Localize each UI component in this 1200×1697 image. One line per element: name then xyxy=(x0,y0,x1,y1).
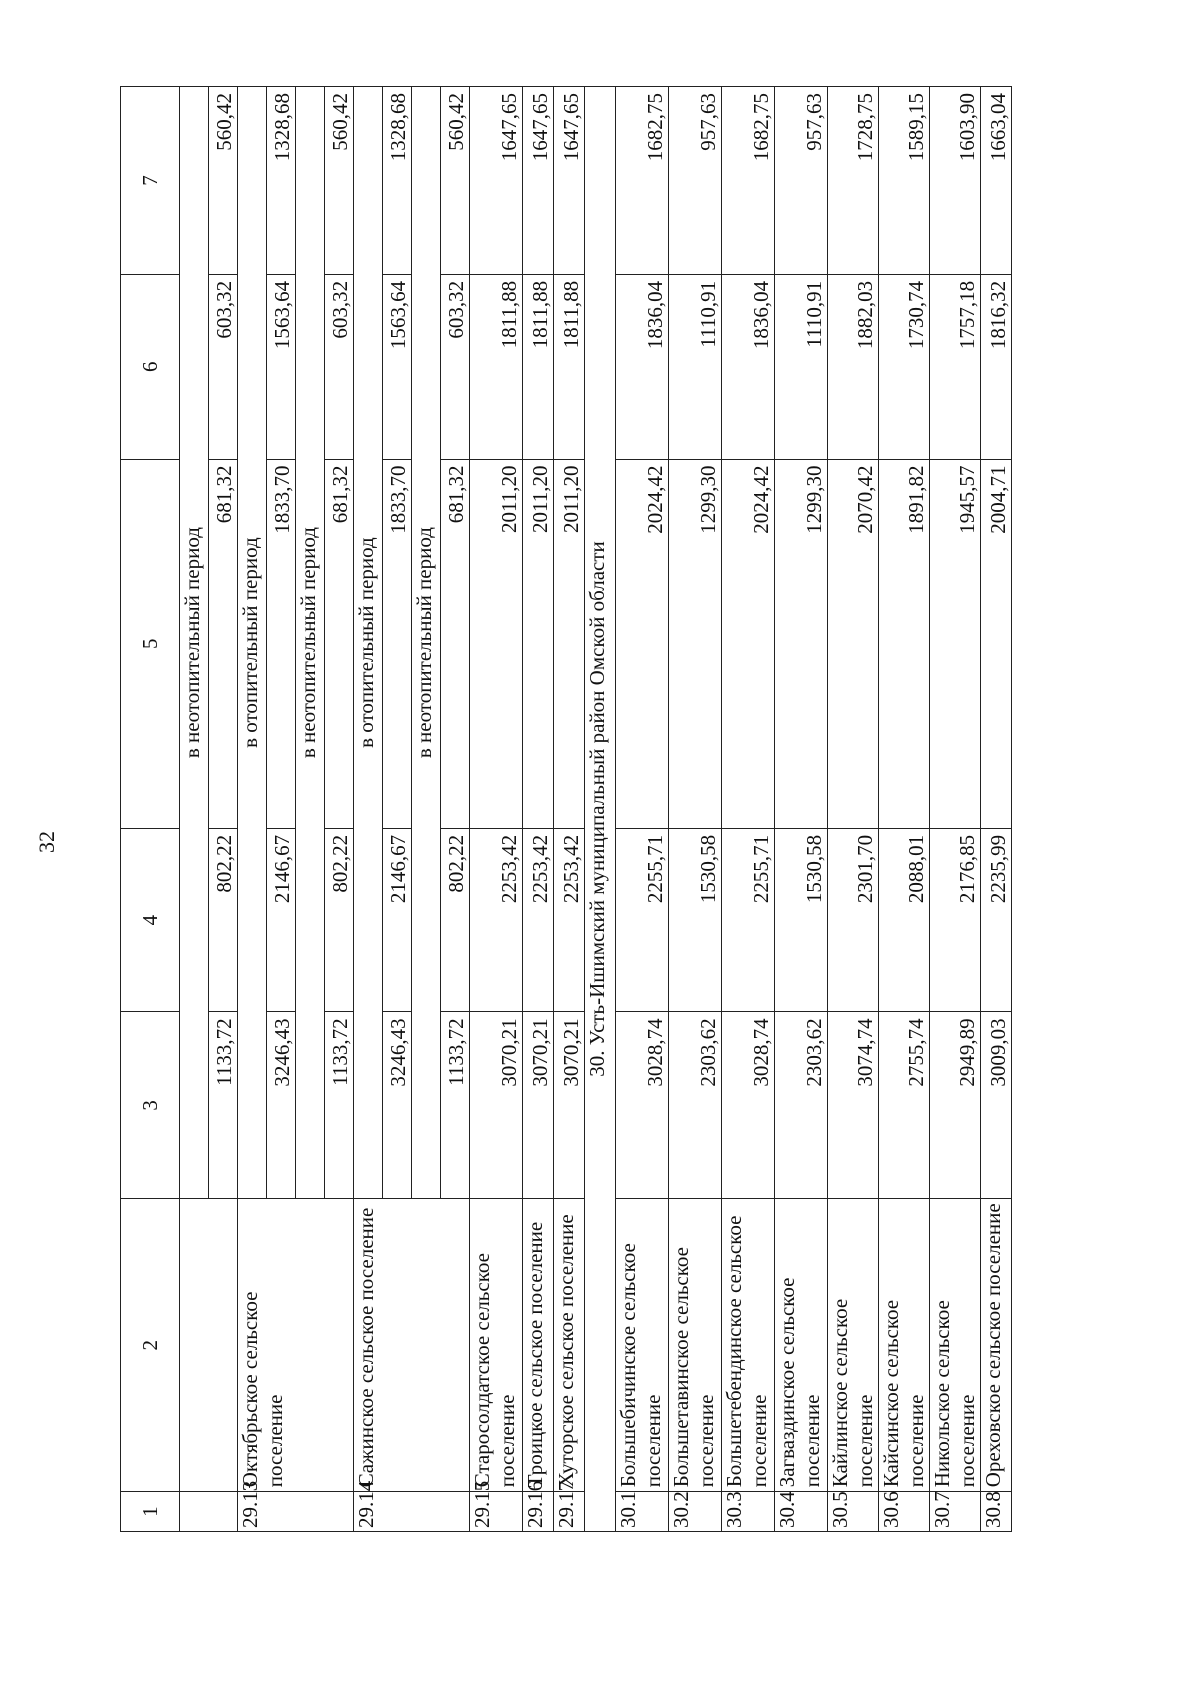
name-cell: Большебичинское сельское поселение xyxy=(616,1199,669,1492)
column-header-1: 1 xyxy=(121,1492,180,1532)
name-cell: Хуторское сельское поселение xyxy=(554,1199,585,1492)
code-cell: 30.4 xyxy=(775,1492,828,1532)
code-cell xyxy=(180,1492,238,1532)
value-cell: 1110,91 xyxy=(775,274,828,459)
value-cell: 1836,04 xyxy=(722,274,775,459)
name-cell: Большетавинское сельское поселение xyxy=(669,1199,722,1492)
value-cell: 1811,88 xyxy=(523,274,554,459)
district-row xyxy=(585,87,616,1532)
value-cell: 1833,70 xyxy=(383,459,412,828)
code-cell: 29.16 xyxy=(523,1492,554,1532)
value-cell: 1299,30 xyxy=(669,459,722,828)
value-cell: 1647,65 xyxy=(554,87,585,275)
period-label: в неотопительный период xyxy=(412,87,441,1199)
table-row xyxy=(775,87,828,1532)
district-title: 30. Усть-Ишимский муниципальный район Омской области xyxy=(585,87,616,1532)
value-cell: 957,63 xyxy=(775,87,828,275)
value-cell: 3028,74 xyxy=(616,1012,669,1199)
value-cell: 1833,70 xyxy=(267,459,296,828)
period-row xyxy=(180,87,209,1532)
rotated-table-wrapper xyxy=(120,86,1066,1532)
table-row xyxy=(616,87,669,1532)
value-cell: 1328,68 xyxy=(267,87,296,275)
value-cell: 2303,62 xyxy=(669,1012,722,1199)
name-cell: Никольское сельское поселение xyxy=(930,1199,981,1492)
value-cell: 2253,42 xyxy=(554,828,585,1012)
value-cell: 1328,68 xyxy=(383,87,412,275)
value-cell: 2004,71 xyxy=(981,459,1012,828)
column-header-6: 6 xyxy=(121,274,180,459)
code-cell: 29.14 xyxy=(354,1492,470,1532)
value-cell: 957,63 xyxy=(669,87,722,275)
value-cell: 560,42 xyxy=(441,87,470,275)
code-cell: 29.13 xyxy=(238,1492,354,1532)
header-row xyxy=(121,87,180,1532)
value-cell: 1757,18 xyxy=(930,274,981,459)
code-cell: 30.2 xyxy=(669,1492,722,1532)
period-label: в неотопительный период xyxy=(180,87,209,1199)
column-header-2: 2 xyxy=(121,1199,180,1492)
value-cell: 1836,04 xyxy=(616,274,669,459)
code-cell: 30.8 xyxy=(981,1492,1012,1532)
table-row xyxy=(828,87,879,1532)
value-cell: 2255,71 xyxy=(722,828,775,1012)
value-cell: 2024,42 xyxy=(616,459,669,828)
value-cell: 603,32 xyxy=(209,274,238,459)
code-cell: 30.3 xyxy=(722,1492,775,1532)
value-cell: 2070,42 xyxy=(828,459,879,828)
name-cell xyxy=(180,1199,238,1492)
value-cell: 1589,15 xyxy=(879,87,930,275)
value-cell: 2253,42 xyxy=(470,828,523,1012)
value-cell: 3074,74 xyxy=(828,1012,879,1199)
value-cell: 2253,42 xyxy=(523,828,554,1012)
value-cell: 3070,21 xyxy=(554,1012,585,1199)
name-cell: Сажинское сельское поселение xyxy=(354,1199,470,1492)
value-cell: 603,32 xyxy=(325,274,354,459)
column-header-3: 3 xyxy=(121,1012,180,1199)
value-cell: 2011,20 xyxy=(554,459,585,828)
code-cell: 30.6 xyxy=(879,1492,930,1532)
table-row xyxy=(879,87,930,1532)
value-cell: 1299,30 xyxy=(775,459,828,828)
value-cell: 1133,72 xyxy=(209,1012,238,1199)
value-cell: 1133,72 xyxy=(325,1012,354,1199)
code-cell: 29.17 xyxy=(554,1492,585,1532)
name-cell: Ореховское сельское поселение xyxy=(981,1199,1012,1492)
value-cell: 2303,62 xyxy=(775,1012,828,1199)
period-row xyxy=(354,87,383,1532)
table-row xyxy=(930,87,981,1532)
value-cell: 3070,21 xyxy=(470,1012,523,1199)
table-row xyxy=(722,87,775,1532)
value-cell: 802,22 xyxy=(209,828,238,1012)
column-header-4: 4 xyxy=(121,828,180,1012)
value-cell: 1811,88 xyxy=(554,274,585,459)
value-cell: 2235,99 xyxy=(981,828,1012,1012)
name-cell: Троицкое сельское поселение xyxy=(523,1199,554,1492)
value-cell: 1647,65 xyxy=(470,87,523,275)
tariff-table xyxy=(120,86,1012,1532)
value-cell: 2301,70 xyxy=(828,828,879,1012)
value-cell: 1563,64 xyxy=(267,274,296,459)
value-cell: 1728,75 xyxy=(828,87,879,275)
value-cell: 1563,64 xyxy=(383,274,412,459)
name-cell: Загваздинское сельское поселение xyxy=(775,1199,828,1492)
code-cell: 30.5 xyxy=(828,1492,879,1532)
value-cell: 1945,57 xyxy=(930,459,981,828)
value-cell: 2176,85 xyxy=(930,828,981,1012)
value-cell: 1816,32 xyxy=(981,274,1012,459)
value-cell: 1682,75 xyxy=(616,87,669,275)
value-cell: 560,42 xyxy=(325,87,354,275)
value-cell: 2011,20 xyxy=(470,459,523,828)
value-cell: 3070,21 xyxy=(523,1012,554,1199)
code-cell: 29.15 xyxy=(470,1492,523,1532)
value-cell: 1663,04 xyxy=(981,87,1012,275)
value-cell: 802,22 xyxy=(325,828,354,1012)
value-cell: 1891,82 xyxy=(879,459,930,828)
value-cell: 1811,88 xyxy=(470,274,523,459)
column-header-5: 5 xyxy=(121,459,180,828)
value-cell: 1647,65 xyxy=(523,87,554,275)
table-row xyxy=(470,87,523,1532)
column-header-7: 7 xyxy=(121,87,180,275)
value-cell: 3009,03 xyxy=(981,1012,1012,1199)
value-cell: 681,32 xyxy=(441,459,470,828)
table-row xyxy=(523,87,554,1532)
value-cell: 2146,67 xyxy=(383,828,412,1012)
value-cell: 560,42 xyxy=(209,87,238,275)
value-cell: 2949,89 xyxy=(930,1012,981,1199)
value-cell: 3028,74 xyxy=(722,1012,775,1199)
name-cell: Большетебендинское сельское поселение xyxy=(722,1199,775,1492)
name-cell: Кайлинское сельское поселение xyxy=(828,1199,879,1492)
period-row xyxy=(238,87,267,1532)
period-label: в отопительный период xyxy=(354,87,383,1199)
name-cell: Кайсинское сельское поселение xyxy=(879,1199,930,1492)
value-cell: 1730,74 xyxy=(879,274,930,459)
value-cell: 3246,43 xyxy=(267,1012,296,1199)
value-cell: 2146,67 xyxy=(267,828,296,1012)
value-cell: 802,22 xyxy=(441,828,470,1012)
value-cell: 1603,90 xyxy=(930,87,981,275)
value-cell: 2011,20 xyxy=(523,459,554,828)
value-cell: 2088,01 xyxy=(879,828,930,1012)
name-cell: Октябрьское сельское поселение xyxy=(238,1199,354,1492)
value-cell: 681,32 xyxy=(325,459,354,828)
period-label: в отопительный период xyxy=(238,87,267,1199)
code-cell: 30.7 xyxy=(930,1492,981,1532)
value-cell: 3246,43 xyxy=(383,1012,412,1199)
value-cell: 1682,75 xyxy=(722,87,775,275)
value-cell: 2255,71 xyxy=(616,828,669,1012)
period-label: в неотопительный период xyxy=(296,87,325,1199)
value-cell: 681,32 xyxy=(209,459,238,828)
name-cell: Старосолдатское сельское поселение xyxy=(470,1199,523,1492)
value-cell: 1530,58 xyxy=(775,828,828,1012)
table-row xyxy=(554,87,585,1532)
value-cell: 2755,74 xyxy=(879,1012,930,1199)
code-cell: 30.1 xyxy=(616,1492,669,1532)
page-number: 32 xyxy=(34,831,59,853)
value-cell: 1110,91 xyxy=(669,274,722,459)
table-row xyxy=(669,87,722,1532)
value-cell: 2024,42 xyxy=(722,459,775,828)
value-cell: 603,32 xyxy=(441,274,470,459)
value-cell: 1133,72 xyxy=(441,1012,470,1199)
table-row xyxy=(981,87,1012,1532)
value-cell: 1882,03 xyxy=(828,274,879,459)
value-cell: 1530,58 xyxy=(669,828,722,1012)
